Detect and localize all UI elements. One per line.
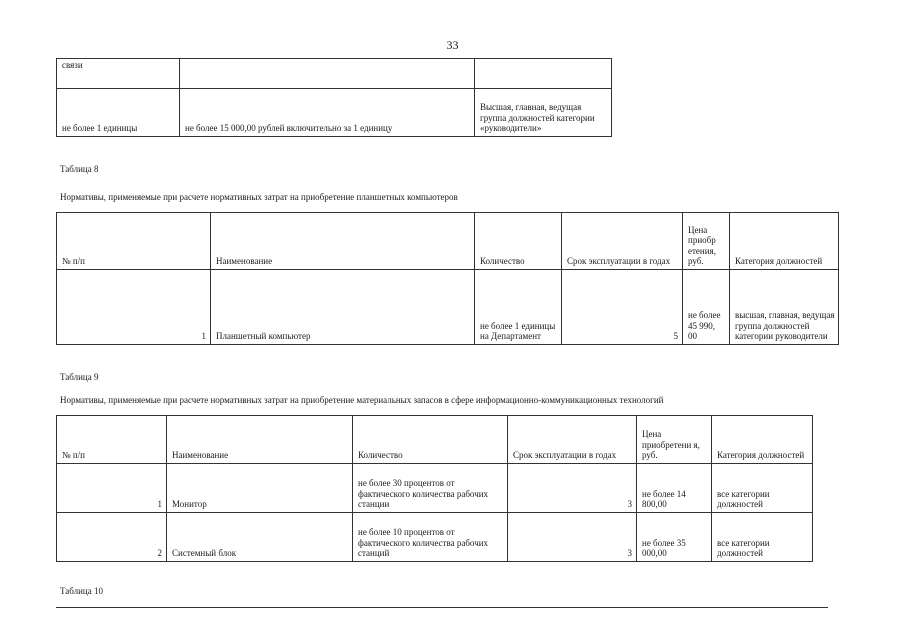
table-cell: 1 xyxy=(57,464,167,513)
table-cell: не более 15 000,00 рублей включительно за 1 единицу xyxy=(180,89,475,137)
page-number: 33 xyxy=(446,38,459,52)
table-cell: 3 xyxy=(508,513,637,562)
table-cell: 5 xyxy=(562,270,683,345)
header-cell: Срок эксплуатации в годах xyxy=(562,213,683,270)
table-cell: Планшетный компьютер xyxy=(211,270,475,345)
table-cell: все категории должностей xyxy=(712,464,813,513)
table-cell xyxy=(180,59,475,89)
table-cell: Системный блок xyxy=(167,513,353,562)
table-header-row xyxy=(57,213,839,270)
table8 xyxy=(56,212,839,345)
table-row xyxy=(57,464,813,513)
table9 xyxy=(56,415,813,562)
table10-label: Таблица 10 xyxy=(60,586,103,596)
table-cell: не более 35 000,00 xyxy=(637,513,712,562)
table-cell: не более 45 990, 00 xyxy=(683,270,730,345)
table-cell: 3 xyxy=(508,464,637,513)
header-cell: № п/п xyxy=(57,213,211,270)
table-cell xyxy=(475,59,612,89)
table-row xyxy=(57,513,813,562)
table-header-row xyxy=(57,416,813,464)
page-bottom-divider xyxy=(56,607,828,608)
header-cell: Цена приобретени я, руб. xyxy=(637,416,712,464)
header-cell: Категория должностей xyxy=(730,213,839,270)
table-cell: не более 14 800,00 xyxy=(637,464,712,513)
header-cell: Количество xyxy=(353,416,508,464)
table-cell: не более 1 единицы на Департамент xyxy=(475,270,562,345)
header-cell: Цена приобр етения, руб. xyxy=(683,213,730,270)
table9-label: Таблица 9 xyxy=(60,372,99,382)
header-cell: № п/п xyxy=(57,416,167,464)
header-cell: Количество xyxy=(475,213,562,270)
table-cell: Высшая, главная, ведущая группа должностей категории «руководители» xyxy=(475,89,612,137)
table8-label: Таблица 8 xyxy=(60,164,99,174)
table-cell: 2 xyxy=(57,513,167,562)
header-cell: Категория должностей xyxy=(712,416,813,464)
header-cell: Наименование xyxy=(211,213,475,270)
table-cell: Монитор xyxy=(167,464,353,513)
table-row xyxy=(57,59,612,89)
table-cell: не более 1 единицы xyxy=(57,89,180,137)
table-cell: все категории должностей xyxy=(712,513,813,562)
table8-title: Нормативы, применяемые при расчете нормативных затрат на приобретение планшетных компьютеров xyxy=(60,192,458,202)
table-cell: 1 xyxy=(57,270,211,345)
table-cell: не более 30 процентов от фактического количества рабочих станции xyxy=(353,464,508,513)
continued-table xyxy=(56,58,612,137)
table-row xyxy=(57,270,839,345)
table-cell: не более 10 процентов от фактического количества рабочих станций xyxy=(353,513,508,562)
table-cell: высшая, главная, ведущая группа должностей категории руководители xyxy=(730,270,839,345)
table-cell: связи xyxy=(57,59,180,89)
header-cell: Срок эксплуатации в годах xyxy=(508,416,637,464)
table-row xyxy=(57,89,612,137)
table9-title: Нормативы, применяемые при расчете нормативных затрат на приобретение материальных запасов в сфере информационно-коммуникационных технологий xyxy=(60,395,664,405)
header-cell: Наименование xyxy=(167,416,353,464)
